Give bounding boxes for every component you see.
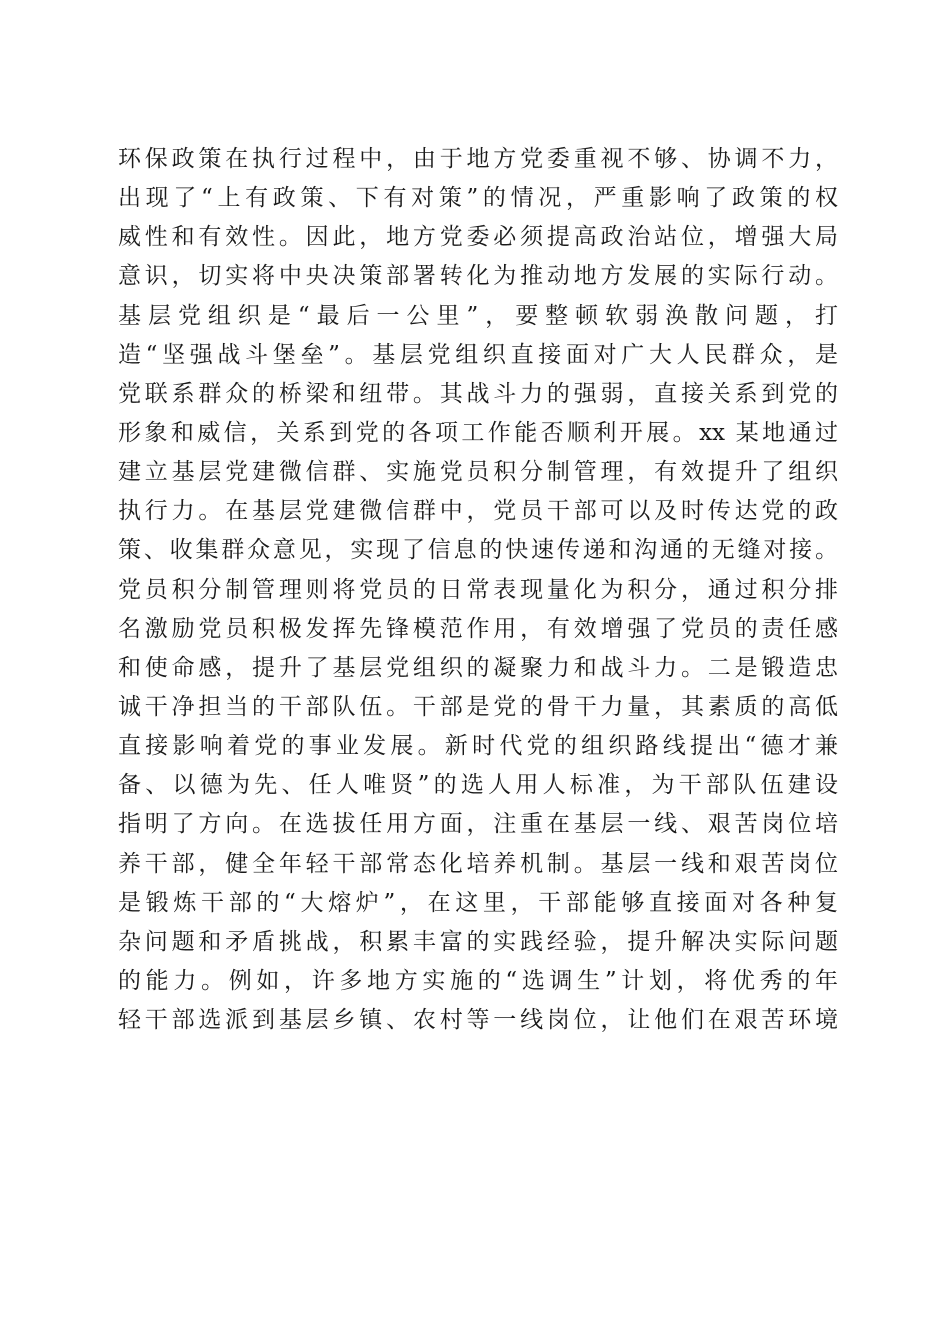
text-line: 养干部，健全年轻干部常态化培养机制。基层一线和艰苦岗位 [118,850,838,877]
text-line: 直接影响着党的事业发展。新时代党的组织路线提出“德才兼 [118,733,838,760]
text-line: 策、收集群众意见，实现了信息的快速传递和沟通的无缝对接。 [118,537,838,564]
text-line: 和使命感，提升了基层党组织的凝聚力和战斗力。二是锻造忠 [118,654,838,681]
text-line: 的能力。例如，许多地方实施的“选调生”计划，将优秀的年 [118,967,838,994]
text-line: 是锻炼干部的“大熔炉”，在这里，干部能够直接面对各种复 [118,889,838,916]
text-line: 杂问题和矛盾挑战，积累丰富的实践经验，提升解决实际问题 [118,928,838,955]
body-text [118,140,838,1040]
text-line: 形象和威信，关系到党的各项工作能否顺利开展。xx 某地通过 [118,419,838,446]
text-line: 执行力。在基层党建微信群中，党员干部可以及时传达党的政 [118,498,838,525]
text-line: 党员积分制管理则将党员的日常表现量化为积分，通过积分排 [118,576,838,603]
text-line: 诚干净担当的干部队伍。干部是党的骨干力量，其素质的高低 [118,693,838,720]
text-line: 环保政策在执行过程中，由于地方党委重视不够、协调不力， [118,146,838,172]
text-line: 基层党组织是“最后一公里”，要整顿软弱涣散问题，打 [118,302,838,329]
text-line: 出现了“上有政策、下有对策”的情况，严重影响了政策的权 [118,185,838,212]
text-line: 备、以德为先、任人唯贤”的选人用人标准，为干部队伍建设 [118,772,838,799]
text-line: 指明了方向。在选拔任用方面，注重在基层一线、艰苦岗位培 [118,811,838,838]
text-line: 威性和有效性。因此，地方党委必须提高政治站位，增强大局 [118,224,838,251]
text-line: 意识，切实将中央决策部署转化为推动地方发展的实际行动。 [118,263,838,290]
text-line: 造“坚强战斗堡垒”。基层党组织直接面对广大人民群众，是 [118,341,838,368]
text-line: 名激励党员积极发挥先锋模范作用，有效增强了党员的责任感 [118,615,838,642]
text-line: 轻干部选派到基层乡镇、农村等一线岗位，让他们在艰苦环境 [118,1007,838,1034]
text-line: 党联系群众的桥梁和纽带。其战斗力的强弱，直接关系到党的 [118,380,838,407]
text-line: 建立基层党建微信群、实施党员积分制管理，有效提升了组织 [118,459,838,486]
